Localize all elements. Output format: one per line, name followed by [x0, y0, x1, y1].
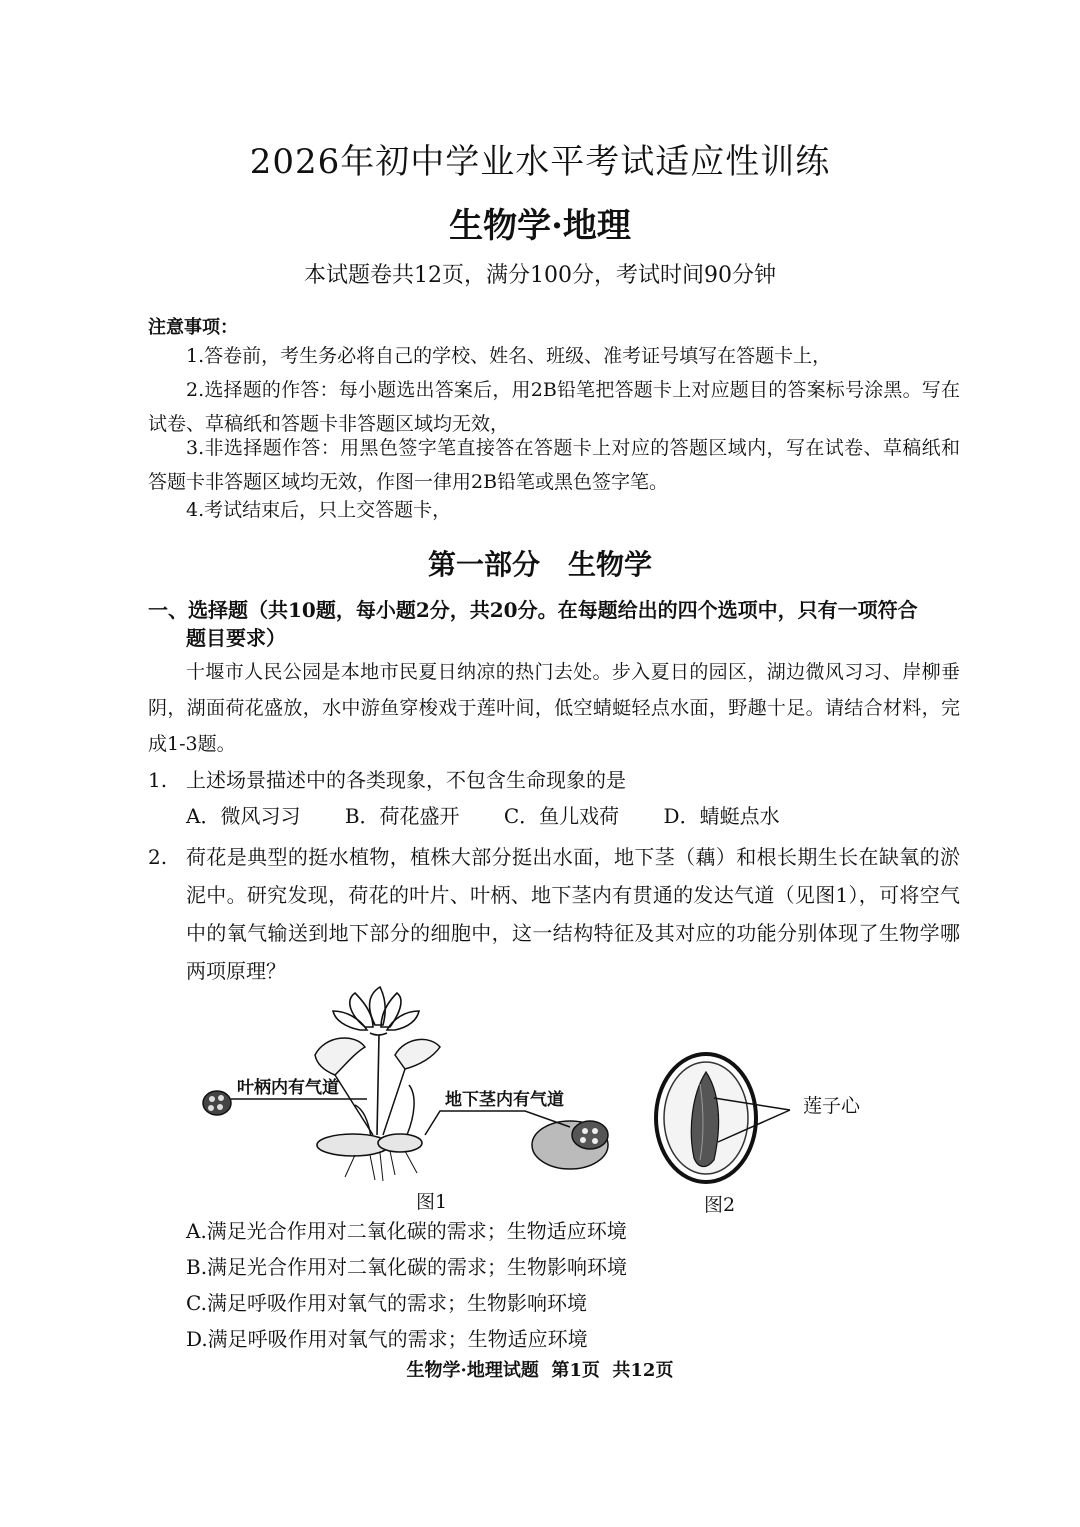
- lotus-rhizome-drawing: [317, 1134, 422, 1181]
- fig1-label-petiole: 叶柄内有气道: [237, 1078, 339, 1098]
- question-2: [148, 838, 960, 990]
- page-footer: 生物学·地理试题 第1页 共12页: [406, 1360, 674, 1381]
- figure-2-lotus-seed: [648, 1050, 878, 1190]
- rhizome-cross-section-drawing: [532, 1121, 608, 1169]
- page-title: 2026年初中学业水平考试适应性训练: [249, 142, 831, 182]
- note-item: 1.答卷前，考生务必将自己的学校、姓名、班级、准考证号填写在答题卡上，: [186, 345, 832, 367]
- q2-option-a: A.满足光合作用对二氧化碳的需求；生物适应环境: [186, 1219, 627, 1243]
- figure-1-caption: 图1: [416, 1191, 448, 1213]
- exam-meta: 本试题卷共12页，满分100分，考试时间90分钟: [304, 263, 776, 288]
- option-c: C．鱼儿戏荷: [503, 804, 620, 828]
- fig2-label: 莲子心: [803, 1095, 861, 1117]
- section-heading: [148, 596, 960, 652]
- page-subtitle: 生物学·地理: [449, 206, 631, 246]
- fig1-label-rhizome: 地下茎内有气道: [445, 1090, 564, 1110]
- question-number: 2.: [148, 845, 168, 869]
- q2-option-c: C.满足呼吸作用对氧气的需求；生物影响环境: [186, 1291, 587, 1315]
- note-item: 4.考试结束后，只上交答题卡，: [186, 499, 452, 521]
- note-item: 2.选择题的作答：每小题选出答案后，用2B铅笔把答题卡上对应题目的答案标号涂黑。写在试卷、草稿纸和答题卡非答题区域均无效，: [148, 379, 960, 435]
- section-heading-line2: 题目要求）: [186, 626, 286, 650]
- question-1: [148, 762, 960, 798]
- notes-heading: 注意事项：: [148, 317, 238, 338]
- question-text: 上述场景描述中的各类现象，不包含生命现象的是: [186, 768, 626, 792]
- option-b: B．荷花盛开: [344, 804, 460, 828]
- petiole-cross-section-drawing: [203, 1091, 231, 1115]
- part-heading: [0, 543, 1080, 583]
- lotus-seed-drawing: [656, 1054, 756, 1182]
- figure-2-caption: 图2: [704, 1194, 736, 1216]
- option-a: A．微风习习: [186, 804, 301, 828]
- passage: 十堰市人民公园是本地市民夏日纳凉的热门去处。步入夏日的园区，湖边微风习习、岸柳垂阴，湖面荷花盛放，水中游鱼穿梭戏于莲叶间，低空蜻蜓轻点水面，野趣十足。请结合材料，完成1-3题。: [148, 661, 960, 755]
- note-item: 3.非选择题作答：用黑色签字笔直接答在答题卡上对应的答题区域内，写在试卷、草稿纸和答题卡非答题区域均无效，作图一律用2B铅笔或黑色签字笔。: [148, 437, 960, 493]
- figure-1-lotus-plant: [195, 985, 615, 1185]
- question-text: 荷花是典型的挺水植物，植株大部分挺出水面，地下茎（藕）和根长期生长在缺氧的淤泥中。研究发现，荷花的叶片、叶柄、地下茎内有贯通的发达气道（见图1），可将空气中的氧气输送到地下部分的细胞中，这一结构特征及其对应的功能分别体现了生物学哪两项原理？: [186, 845, 960, 983]
- option-d: D．蜻蜓点水: [663, 804, 780, 828]
- section-heading-line1: 一、选择题（共10题，每小题2分，共20分。在每题给出的四个选项中，只有一项符合: [148, 598, 918, 622]
- q2-option-d: D.满足呼吸作用对氧气的需求；生物适应环境: [186, 1327, 588, 1351]
- question-number: 1.: [148, 768, 168, 792]
- part-name: 生物学: [568, 548, 653, 581]
- part-label: 第一部分: [427, 548, 540, 581]
- q2-option-b: B.满足光合作用对二氧化碳的需求；生物影响环境: [186, 1255, 628, 1279]
- question-1-options: [186, 800, 818, 829]
